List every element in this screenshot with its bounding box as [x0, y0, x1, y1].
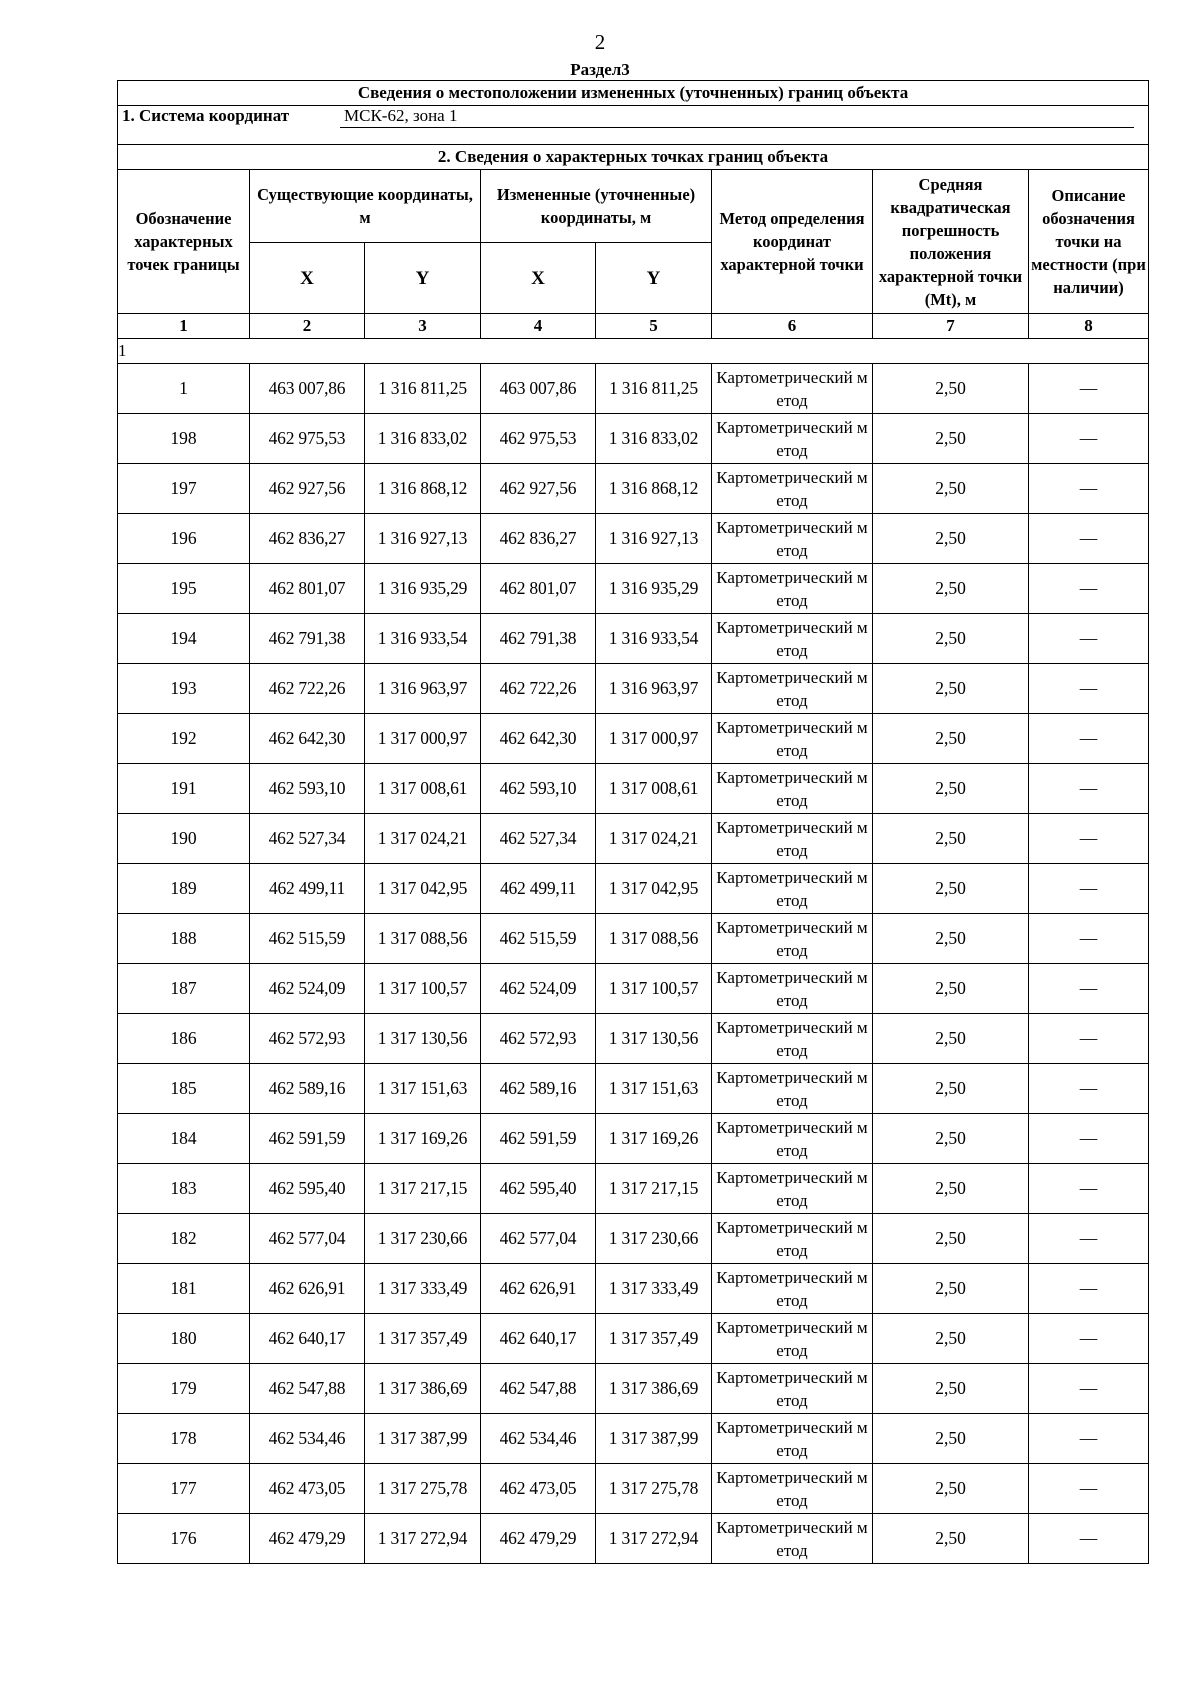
existing-x-cell: 462 524,09: [250, 964, 365, 1014]
error-cell: 2,50: [873, 514, 1029, 564]
error-cell: 2,50: [873, 664, 1029, 714]
existing-y-cell: 1 317 024,21: [365, 814, 481, 864]
existing-y-cell: 1 317 275,78: [365, 1464, 481, 1514]
point-designation-cell: 184: [118, 1114, 250, 1164]
point-designation-cell: 181: [118, 1264, 250, 1314]
error-cell: 2,50: [873, 964, 1029, 1014]
method-cell: Картометрический метод: [712, 614, 873, 664]
changed-y-cell: 1 317 387,99: [596, 1414, 712, 1464]
method-cell: Картометрический метод: [712, 364, 873, 414]
table-row: [118, 614, 1149, 664]
contour-group-label: 1: [118, 339, 1149, 364]
header-method: Метод определения координат характерной точки: [712, 170, 873, 314]
changed-x-cell: 462 499,11: [481, 864, 596, 914]
existing-x-cell: 462 975,53: [250, 414, 365, 464]
changed-x-cell: 462 642,30: [481, 714, 596, 764]
error-cell: 2,50: [873, 1364, 1029, 1414]
table-subtitle: 2. Сведения о характерных точках границ объекта: [118, 145, 1149, 170]
column-number: 5: [596, 314, 712, 339]
point-designation-cell: 197: [118, 464, 250, 514]
header-existing-coordinates: Существующие координаты, м: [250, 170, 481, 243]
error-cell: 2,50: [873, 614, 1029, 664]
table-row: [118, 1164, 1149, 1214]
error-cell: 2,50: [873, 1514, 1029, 1564]
existing-y-cell: 1 317 151,63: [365, 1064, 481, 1114]
changed-x-cell: 462 927,56: [481, 464, 596, 514]
existing-x-cell: 462 640,17: [250, 1314, 365, 1364]
table-row: [118, 914, 1149, 964]
table-row: [118, 714, 1149, 764]
existing-y-cell: 1 317 357,49: [365, 1314, 481, 1364]
method-cell: Картометрический метод: [712, 1264, 873, 1314]
description-cell: —: [1029, 1064, 1149, 1114]
changed-x-cell: 462 524,09: [481, 964, 596, 1014]
existing-y-cell: 1 317 217,15: [365, 1164, 481, 1214]
description-cell: —: [1029, 864, 1149, 914]
description-cell: —: [1029, 1014, 1149, 1064]
point-designation-cell: 178: [118, 1414, 250, 1464]
existing-x-cell: 462 527,34: [250, 814, 365, 864]
changed-y-cell: 1 316 933,54: [596, 614, 712, 664]
header-description: Описание обозначения точки на местности (при наличии): [1029, 170, 1149, 314]
description-cell: —: [1029, 1364, 1149, 1414]
point-designation-cell: 195: [118, 564, 250, 614]
existing-y-cell: 1 317 130,56: [365, 1014, 481, 1064]
description-cell: —: [1029, 464, 1149, 514]
existing-y-cell: 1 317 387,99: [365, 1414, 481, 1464]
error-cell: 2,50: [873, 714, 1029, 764]
changed-y-cell: 1 317 275,78: [596, 1464, 712, 1514]
changed-x-cell: 462 547,88: [481, 1364, 596, 1414]
method-cell: Картометрический метод: [712, 564, 873, 614]
existing-x-cell: 462 593,10: [250, 764, 365, 814]
page-number: 2: [594, 30, 606, 54]
changed-x-cell: 462 801,07: [481, 564, 596, 614]
description-cell: —: [1029, 814, 1149, 864]
changed-x-cell: 462 479,29: [481, 1514, 596, 1564]
table-row: [118, 1514, 1149, 1564]
error-cell: 2,50: [873, 864, 1029, 914]
changed-x-cell: 462 572,93: [481, 1014, 596, 1064]
changed-x-cell: 462 626,91: [481, 1264, 596, 1314]
changed-x-cell: 463 007,86: [481, 364, 596, 414]
error-cell: 2,50: [873, 1014, 1029, 1064]
changed-y-cell: 1 317 024,21: [596, 814, 712, 864]
error-cell: 2,50: [873, 1164, 1029, 1214]
existing-x-cell: 462 626,91: [250, 1264, 365, 1314]
method-cell: Картометрический метод: [712, 1364, 873, 1414]
method-cell: Картометрический метод: [712, 1514, 873, 1564]
changed-y-cell: 1 316 811,25: [596, 364, 712, 414]
existing-x-cell: 462 572,93: [250, 1014, 365, 1064]
point-designation-cell: 185: [118, 1064, 250, 1114]
point-designation-cell: 1: [118, 364, 250, 414]
description-cell: —: [1029, 1164, 1149, 1214]
description-cell: —: [1029, 914, 1149, 964]
changed-x-cell: 462 534,46: [481, 1414, 596, 1464]
point-designation-cell: 186: [118, 1014, 250, 1064]
method-cell: Картометрический метод: [712, 864, 873, 914]
existing-x-cell: 462 927,56: [250, 464, 365, 514]
changed-y-cell: 1 316 868,12: [596, 464, 712, 514]
table-row: [118, 1314, 1149, 1364]
column-number: 1: [118, 314, 250, 339]
changed-y-cell: 1 317 357,49: [596, 1314, 712, 1364]
error-cell: 2,50: [873, 364, 1029, 414]
table-row: [118, 1014, 1149, 1064]
point-designation-cell: 188: [118, 914, 250, 964]
error-cell: 2,50: [873, 1214, 1029, 1264]
existing-y-cell: 1 316 935,29: [365, 564, 481, 614]
point-designation-cell: 180: [118, 1314, 250, 1364]
table-row: [118, 814, 1149, 864]
point-designation-cell: 182: [118, 1214, 250, 1264]
changed-y-cell: 1 317 000,97: [596, 714, 712, 764]
description-cell: —: [1029, 964, 1149, 1014]
existing-x-cell: 462 595,40: [250, 1164, 365, 1214]
method-cell: Картометрический метод: [712, 464, 873, 514]
existing-x-cell: 462 589,16: [250, 1064, 365, 1114]
existing-x-cell: 462 591,59: [250, 1114, 365, 1164]
point-designation-cell: 196: [118, 514, 250, 564]
changed-x-cell: 462 515,59: [481, 914, 596, 964]
description-cell: —: [1029, 764, 1149, 814]
existing-y-cell: 1 317 042,95: [365, 864, 481, 914]
description-cell: —: [1029, 714, 1149, 764]
coord-system-value: МСК-62, зона 1: [340, 106, 1134, 128]
changed-y-cell: 1 317 333,49: [596, 1264, 712, 1314]
changed-x-cell: 462 593,10: [481, 764, 596, 814]
existing-y-cell: 1 317 008,61: [365, 764, 481, 814]
changed-x-cell: 462 836,27: [481, 514, 596, 564]
changed-x-cell: 462 595,40: [481, 1164, 596, 1214]
table-row: [118, 664, 1149, 714]
method-cell: Картометрический метод: [712, 1164, 873, 1214]
table-row: [118, 1114, 1149, 1164]
description-cell: —: [1029, 1314, 1149, 1364]
error-cell: 2,50: [873, 464, 1029, 514]
point-designation-cell: 194: [118, 614, 250, 664]
description-cell: —: [1029, 414, 1149, 464]
point-designation-cell: 183: [118, 1164, 250, 1214]
description-cell: —: [1029, 564, 1149, 614]
existing-y-cell: 1 316 933,54: [365, 614, 481, 664]
header-existing-y: Y: [365, 243, 481, 314]
description-cell: —: [1029, 664, 1149, 714]
description-cell: —: [1029, 1264, 1149, 1314]
table-row: [118, 1064, 1149, 1114]
description-cell: —: [1029, 364, 1149, 414]
table-row: [118, 764, 1149, 814]
method-cell: Картометрический метод: [712, 914, 873, 964]
method-cell: Картометрический метод: [712, 964, 873, 1014]
header-error: Средняя квадратическая погрешность положения характерной точки (Mt), м: [873, 170, 1029, 314]
error-cell: 2,50: [873, 814, 1029, 864]
section-label: Раздел3: [570, 60, 630, 79]
column-number: 2: [250, 314, 365, 339]
existing-y-cell: 1 317 000,97: [365, 714, 481, 764]
existing-y-cell: 1 316 927,13: [365, 514, 481, 564]
existing-y-cell: 1 316 833,02: [365, 414, 481, 464]
table-row: [118, 364, 1149, 414]
existing-y-cell: 1 317 169,26: [365, 1114, 481, 1164]
existing-x-cell: 462 473,05: [250, 1464, 365, 1514]
error-cell: 2,50: [873, 414, 1029, 464]
coordinates-table: [117, 80, 1149, 1564]
column-number: 6: [712, 314, 873, 339]
changed-y-cell: 1 317 217,15: [596, 1164, 712, 1214]
changed-y-cell: 1 317 088,56: [596, 914, 712, 964]
changed-y-cell: 1 317 169,26: [596, 1114, 712, 1164]
changed-y-cell: 1 316 927,13: [596, 514, 712, 564]
changed-x-cell: 462 589,16: [481, 1064, 596, 1114]
existing-y-cell: 1 316 811,25: [365, 364, 481, 414]
changed-x-cell: 462 640,17: [481, 1314, 596, 1364]
changed-y-cell: 1 316 935,29: [596, 564, 712, 614]
changed-y-cell: 1 317 100,57: [596, 964, 712, 1014]
column-number: 4: [481, 314, 596, 339]
column-number-row: [118, 314, 1149, 339]
existing-y-cell: 1 316 963,97: [365, 664, 481, 714]
existing-y-cell: 1 317 272,94: [365, 1514, 481, 1564]
changed-y-cell: 1 317 272,94: [596, 1514, 712, 1564]
description-cell: —: [1029, 614, 1149, 664]
column-number: 7: [873, 314, 1029, 339]
error-cell: 2,50: [873, 1064, 1029, 1114]
table-row: [118, 414, 1149, 464]
table-row: [118, 1214, 1149, 1264]
changed-y-cell: 1 317 008,61: [596, 764, 712, 814]
column-number: 8: [1029, 314, 1149, 339]
changed-y-cell: 1 316 963,97: [596, 664, 712, 714]
changed-x-cell: 462 577,04: [481, 1214, 596, 1264]
table-row: [118, 864, 1149, 914]
existing-x-cell: 462 499,11: [250, 864, 365, 914]
error-cell: 2,50: [873, 1114, 1029, 1164]
description-cell: —: [1029, 514, 1149, 564]
point-designation-cell: 176: [118, 1514, 250, 1564]
existing-x-cell: 462 577,04: [250, 1214, 365, 1264]
point-designation-cell: 192: [118, 714, 250, 764]
method-cell: Картометрический метод: [712, 1014, 873, 1064]
existing-x-cell: 462 722,26: [250, 664, 365, 714]
header-changed-y: Y: [596, 243, 712, 314]
existing-y-cell: 1 317 230,66: [365, 1214, 481, 1264]
coord-system-cell: [118, 106, 1149, 145]
table-row: [118, 564, 1149, 614]
method-cell: Картометрический метод: [712, 1114, 873, 1164]
point-designation-cell: 179: [118, 1364, 250, 1414]
changed-y-cell: 1 316 833,02: [596, 414, 712, 464]
existing-x-cell: 462 791,38: [250, 614, 365, 664]
existing-y-cell: 1 317 333,49: [365, 1264, 481, 1314]
changed-x-cell: 462 591,59: [481, 1114, 596, 1164]
header-existing-x: X: [250, 243, 365, 314]
error-cell: 2,50: [873, 1314, 1029, 1364]
point-designation-cell: 193: [118, 664, 250, 714]
method-cell: Картометрический метод: [712, 1064, 873, 1114]
changed-x-cell: 462 722,26: [481, 664, 596, 714]
existing-y-cell: 1 316 868,12: [365, 464, 481, 514]
existing-x-cell: 462 479,29: [250, 1514, 365, 1564]
method-cell: Картометрический метод: [712, 514, 873, 564]
existing-x-cell: 462 534,46: [250, 1414, 365, 1464]
point-designation-cell: 189: [118, 864, 250, 914]
changed-x-cell: 462 473,05: [481, 1464, 596, 1514]
existing-x-cell: 462 515,59: [250, 914, 365, 964]
method-cell: Картометрический метод: [712, 1314, 873, 1364]
method-cell: Картометрический метод: [712, 414, 873, 464]
existing-x-cell: 462 801,07: [250, 564, 365, 614]
header-point-designation: Обозначение характерных точек границы: [118, 170, 250, 314]
error-cell: 2,50: [873, 914, 1029, 964]
table-row: [118, 1464, 1149, 1514]
existing-y-cell: 1 317 088,56: [365, 914, 481, 964]
changed-x-cell: 462 527,34: [481, 814, 596, 864]
point-designation-cell: 190: [118, 814, 250, 864]
changed-y-cell: 1 317 151,63: [596, 1064, 712, 1114]
table-row: [118, 1414, 1149, 1464]
existing-x-cell: 463 007,86: [250, 364, 365, 414]
description-cell: —: [1029, 1514, 1149, 1564]
description-cell: —: [1029, 1114, 1149, 1164]
error-cell: 2,50: [873, 564, 1029, 614]
header-changed-x: X: [481, 243, 596, 314]
method-cell: Картометрический метод: [712, 1464, 873, 1514]
changed-y-cell: 1 317 386,69: [596, 1364, 712, 1414]
point-designation-cell: 187: [118, 964, 250, 1014]
error-cell: 2,50: [873, 764, 1029, 814]
table-title: Сведения о местоположении измененных (уточненных) границ объекта: [118, 81, 1149, 106]
method-cell: Картометрический метод: [712, 714, 873, 764]
table-row: [118, 964, 1149, 1014]
method-cell: Картометрический метод: [712, 1214, 873, 1264]
table-row: [118, 464, 1149, 514]
changed-y-cell: 1 317 130,56: [596, 1014, 712, 1064]
point-designation-cell: 198: [118, 414, 250, 464]
coord-system-label: 1. Система координат: [122, 106, 290, 125]
column-number: 3: [365, 314, 481, 339]
existing-y-cell: 1 317 386,69: [365, 1364, 481, 1414]
table-row: [118, 1364, 1149, 1414]
method-cell: Картометрический метод: [712, 1414, 873, 1464]
method-cell: Картометрический метод: [712, 814, 873, 864]
header-changed-coordinates: Измененные (уточненные) координаты, м: [481, 170, 712, 243]
table-row: [118, 1264, 1149, 1314]
description-cell: —: [1029, 1414, 1149, 1464]
existing-x-cell: 462 836,27: [250, 514, 365, 564]
description-cell: —: [1029, 1464, 1149, 1514]
error-cell: 2,50: [873, 1414, 1029, 1464]
existing-x-cell: 462 547,88: [250, 1364, 365, 1414]
method-cell: Картометрический метод: [712, 764, 873, 814]
description-cell: —: [1029, 1214, 1149, 1264]
error-cell: 2,50: [873, 1264, 1029, 1314]
existing-y-cell: 1 317 100,57: [365, 964, 481, 1014]
existing-x-cell: 462 642,30: [250, 714, 365, 764]
method-cell: Картометрический метод: [712, 664, 873, 714]
changed-y-cell: 1 317 230,66: [596, 1214, 712, 1264]
error-cell: 2,50: [873, 1464, 1029, 1514]
changed-x-cell: 462 975,53: [481, 414, 596, 464]
point-designation-cell: 177: [118, 1464, 250, 1514]
changed-x-cell: 462 791,38: [481, 614, 596, 664]
table-row: [118, 514, 1149, 564]
point-designation-cell: 191: [118, 764, 250, 814]
changed-y-cell: 1 317 042,95: [596, 864, 712, 914]
